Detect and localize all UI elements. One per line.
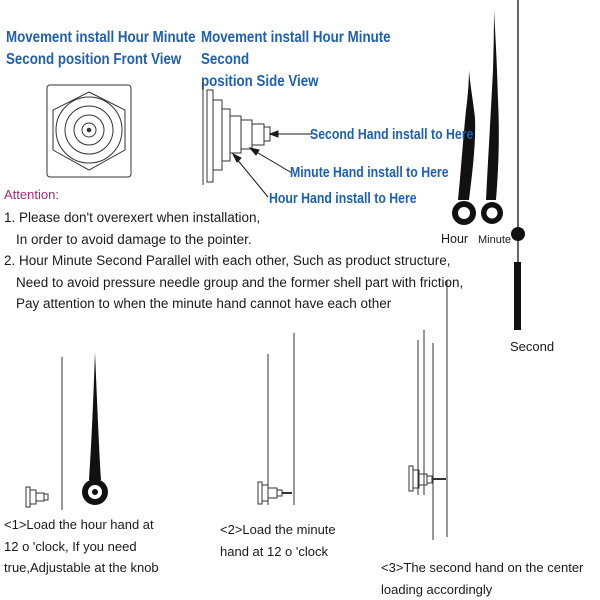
hour-label: Hour (441, 232, 469, 246)
second-label: Second (510, 339, 555, 354)
step3-line2: loading accordingly (381, 581, 493, 597)
second-hand-drawing (511, 0, 525, 330)
step1-drawing (26, 352, 108, 510)
step2-line1: <2>Load the minute (220, 522, 336, 537)
attention-title: Attention: (4, 187, 59, 202)
front-view-heading-line1: Movement install Hour Minute (6, 29, 196, 46)
second-hand-install-label: Second Hand install to Here (310, 126, 474, 143)
step2-drawing (258, 333, 294, 505)
attention-line-2: In order to avoid damage to the pointer. (16, 231, 252, 247)
step3-caption (381, 557, 599, 600)
step1-line2: 12 o 'clock, If you need (4, 538, 137, 554)
attention-line-5: Pay attention to when the minute hand cannot have each other (16, 296, 392, 311)
step1-caption (4, 514, 204, 579)
step3-drawing (409, 330, 446, 495)
side-view-heading-line1: Movement install Hour Minute Second (201, 29, 391, 68)
step3-line1: <3>The second hand on the center (381, 560, 584, 575)
step2-line2: hand at 12 o 'clock (220, 543, 328, 559)
attention-line-4: Need to avoid pressure needle group and the former shell part with friction, (16, 274, 464, 290)
minute-label: Minute (478, 234, 512, 246)
hour-hand-drawing (452, 70, 476, 225)
hour-hand-install-label: Hour Hand install to Here (269, 190, 417, 207)
step1-line3: true,Adjustable at the knob (4, 560, 159, 575)
front-view-movement (47, 85, 131, 177)
step1-line1: <1>Load the hour hand at (4, 517, 154, 532)
attention-line-1: 1. Please don't overexert when installation, (4, 210, 261, 225)
side-view-heading-line2: position Side View (201, 73, 319, 90)
minute-hand-drawing (481, 10, 503, 224)
attention-line-3: 2. Hour Minute Second Parallel with each other, Such as product structure, (4, 253, 451, 268)
step2-caption (220, 519, 420, 562)
front-view-heading-line2: Second position Front View (6, 51, 182, 68)
attention-notes (4, 207, 463, 315)
minute-hand-install-label: Minute Hand install to Here (290, 164, 449, 181)
side-view-movement (203, 82, 270, 185)
